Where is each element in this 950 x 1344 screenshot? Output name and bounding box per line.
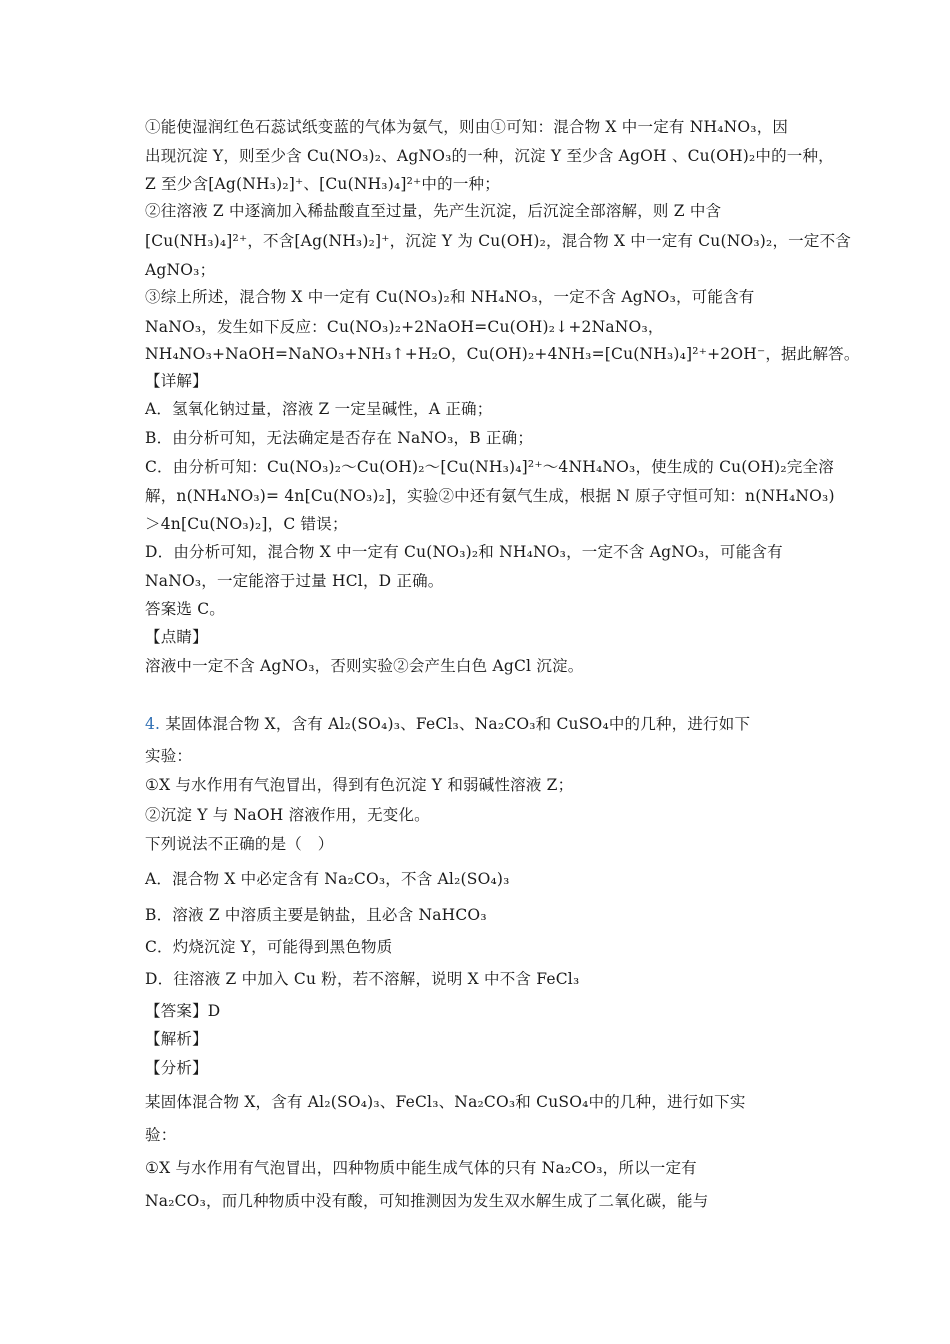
text-line: ①X 与水作用有气泡冒出，四种物质中能生成气体的只有 Na₂CO₃，所以一定有 [145, 1159, 697, 1177]
text-line: ①能使湿润红色石蕊试纸变蓝的气体为氨气，则由①可知：混合物 X 中一定有 NH₄NO₃，因 [145, 118, 789, 136]
text-line: 溶液中一定不含 AgNO₃，否则实验②会产生白色 AgCl 沉淀。 [145, 657, 584, 675]
text-line: D．由分析可知，混合物 X 中一定有 Cu(NO₃)₂和 NH₄NO₃，一定不含 AgNO₃，可能含有 [145, 543, 783, 561]
text-line: A．氢氧化钠过量，溶液 Z 一定呈碱性，A 正确； [145, 400, 493, 418]
text-line: ②往溶液 Z 中逐滴加入稀盐酸直至过量，先产生沉淀，后沉淀全部溶解，则 Z 中含 [145, 202, 722, 220]
text-line: Z 至少含[Ag(NH₃)₂]⁺、[Cu(NH₃)₄]²⁺中的一种； [145, 175, 500, 193]
text-line: [Cu(NH₃)₄]²⁺，不含[Ag(NH₃)₂]⁺，沉淀 Y 为 Cu(OH)₂，混合物 X 中一定有 Cu(NO₃)₂，一定不含 [145, 232, 851, 250]
section-heading: 【解析】 [145, 1030, 208, 1048]
text-line: ①X 与水作用有气泡冒出，得到有色沉淀 Y 和弱碱性溶液 Z； [145, 776, 574, 794]
text-line: B．由分析可知，无法确定是否存在 NaNO₃，B 正确； [145, 429, 534, 447]
text-line: C．由分析可知：Cu(NO₃)₂～Cu(OH)₂～[Cu(NH₃)₄]²⁺～4NH₄NO₃，使生成的 Cu(OH)₂完全溶 [145, 458, 834, 476]
text-line: NH₄NO₃+NaOH=NaNO₃+NH₃↑+H₂O，Cu(OH)₂+4NH₃=[Cu(NH₃)₄]²⁺+2OH⁻，据此解答。 [145, 345, 860, 363]
text-line: 下列说法不正确的是（ ） [145, 835, 334, 853]
text-line: ②沉淀 Y 与 NaOH 溶液作用，无变化。 [145, 806, 430, 824]
question-stem [145, 713, 825, 735]
text-line: ＞4n[Cu(NO₃)₂]，C 错误； [145, 515, 348, 533]
text-line: 出现沉淀 Y，则至少含 Cu(NO₃)₂、AgNO₃的一种，沉淀 Y 至少含 AgOH 、Cu(OH)₂中的一种， [145, 147, 834, 165]
text-line: AgNO₃； [145, 261, 216, 279]
option-d: D．往溶液 Z 中加入 Cu 粉，若不溶解，说明 X 中不含 FeCl₃ [145, 970, 580, 988]
section-heading: 【点睛】 [145, 628, 208, 646]
question-number: 4. [145, 715, 161, 733]
question-text-cont: 实验： [145, 747, 193, 765]
option-b: B．溶液 Z 中溶质主要是钠盐，且必含 NaHCO₃ [145, 906, 487, 924]
text-line: NaNO₃，发生如下反应：Cu(NO₃)₂+2NaOH=Cu(OH)₂↓+2NaNO₃， [145, 318, 664, 336]
text-line: 验： [145, 1126, 177, 1144]
question-text: 某固体混合物 X，含有 Al₂(SO₄)₃、FeCl₃、Na₂CO₃和 CuSO₄中的几种，进行如下 [165, 715, 751, 733]
option-c: C．灼烧沉淀 Y，可能得到黑色物质 [145, 938, 393, 956]
text-line: Na₂CO₃，而几种物质中没有酸，可知推测因为发生双水解生成了二氧化碳，能与 [145, 1192, 709, 1210]
section-heading: 【分析】 [145, 1059, 208, 1077]
text-line: 解，n(NH₄NO₃)= 4n[Cu(NO₃)₂]，实验②中还有氨气生成，根据 N 原子守恒可知：n(NH₄NO₃) [145, 487, 835, 505]
answer-line: 【答案】D [145, 1002, 221, 1020]
text-line: NaNO₃，一定能溶于过量 HCl，D 正确。 [145, 572, 444, 590]
text-line: 答案选 C。 [145, 600, 225, 618]
option-a: A．混合物 X 中必定含有 Na₂CO₃，不含 Al₂(SO₄)₃ [145, 870, 510, 888]
text-line: ③综上所述，混合物 X 中一定有 Cu(NO₃)₂和 NH₄NO₃，一定不含 AgNO₃，可能含有 [145, 288, 755, 306]
text-line: 某固体混合物 X，含有 Al₂(SO₄)₃、FeCl₃、Na₂CO₃和 CuSO₄中的几种，进行如下实 [145, 1093, 746, 1111]
section-heading: 【详解】 [145, 372, 208, 390]
